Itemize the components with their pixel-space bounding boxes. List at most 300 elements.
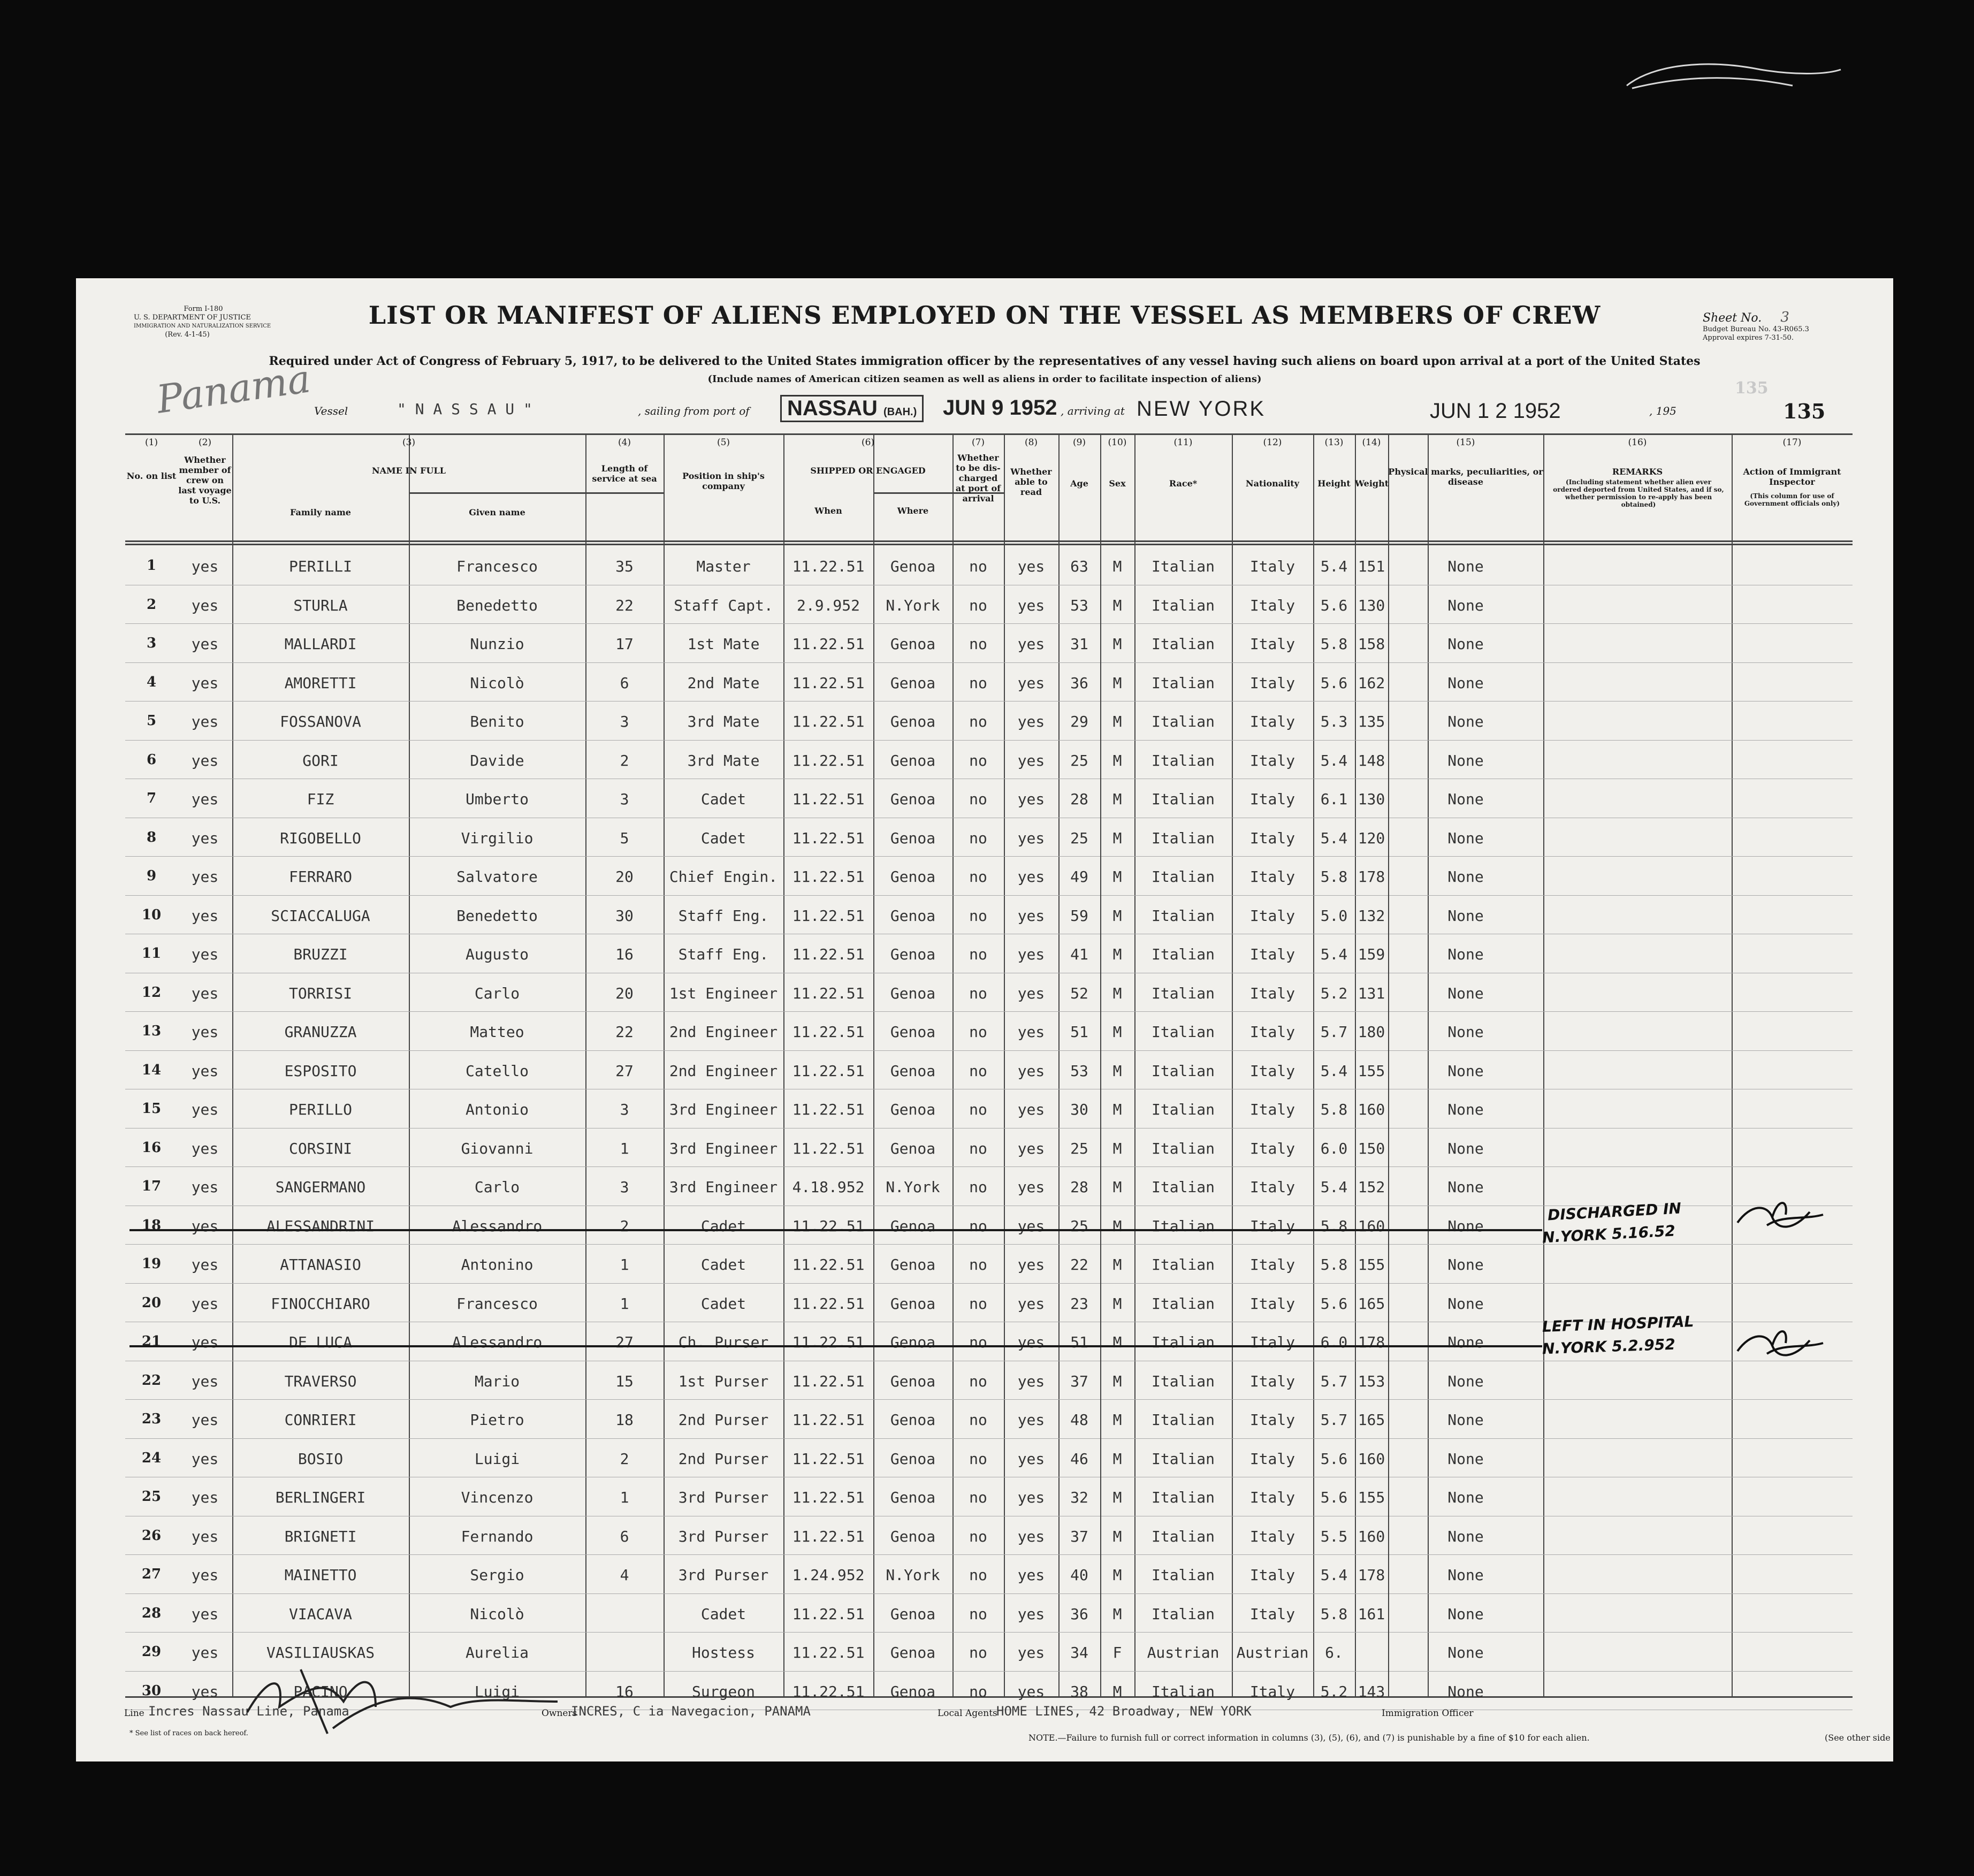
cell-height: 5.7 <box>1320 1372 1348 1390</box>
cell-marks: None <box>1447 1682 1484 1700</box>
cell-disch: no <box>969 790 987 808</box>
cell-length: 1 <box>620 1139 629 1157</box>
cell-nat: Italy <box>1249 984 1295 1002</box>
cell-read: yes <box>1017 906 1045 925</box>
cell-length: 16 <box>615 1682 634 1700</box>
cell-where: Genoa <box>890 558 936 575</box>
cell-family: ESPOSITO <box>284 1062 357 1080</box>
cell-crew: yes <box>191 1527 219 1545</box>
cell-age: 41 <box>1070 945 1088 963</box>
cell-when: 11.22.51 <box>792 751 865 769</box>
cell-length: 1 <box>620 1294 629 1313</box>
grid-line <box>1543 433 1544 1696</box>
cell-height: 5.4 <box>1320 1566 1348 1584</box>
header-position: Position in ship's company <box>682 471 765 491</box>
cell-sex: M <box>1112 1372 1122 1390</box>
header-discharged: Whether to be dis-charged at port of arrival <box>955 453 1001 504</box>
cell-marks: None <box>1447 790 1484 808</box>
cell-sex: M <box>1112 1217 1122 1235</box>
cell-height: 5.0 <box>1320 906 1348 925</box>
cell-height: 6. <box>1325 1644 1343 1661</box>
cell-disch: no <box>969 1372 987 1390</box>
sheet-info <box>1703 309 1863 342</box>
header-shipped-or-engaged: SHIPPED OR ENGAGED <box>810 466 926 476</box>
cell-position: 3rd Purser <box>678 1527 769 1545</box>
cell-given: Umberto <box>465 790 529 808</box>
cell-read: yes <box>1017 1411 1045 1429</box>
cell-weight: 162 <box>1358 674 1385 692</box>
column-number: (9) <box>1072 437 1086 448</box>
cell-weight: 155 <box>1358 1062 1385 1080</box>
cell-sex: M <box>1112 713 1122 730</box>
cell-crew: yes <box>191 1217 219 1235</box>
cell-read: yes <box>1017 1101 1045 1118</box>
cell-where: Genoa <box>890 635 936 653</box>
arrive-date-stamp: JUN 1 2 1952 <box>1430 399 1561 423</box>
strike-through-line <box>129 1229 1542 1231</box>
cell-length: 20 <box>615 868 634 886</box>
cell-crew: yes <box>191 1294 219 1313</box>
cell-where: Genoa <box>890 1644 936 1661</box>
cell-sex: M <box>1112 906 1122 925</box>
cell-nat: Italy <box>1249 674 1295 692</box>
cell-position: Cadet <box>700 1294 746 1313</box>
footer-line-value: Incres Nassau Line, Panama <box>148 1704 349 1719</box>
cell-race: Italian <box>1151 1682 1215 1700</box>
cell-disch: no <box>969 1489 987 1506</box>
cell-age: 36 <box>1070 1605 1088 1623</box>
cell-when: 11.22.51 <box>792 1682 865 1700</box>
cell-disch: no <box>969 1566 987 1584</box>
cell-weight: 178 <box>1358 1333 1385 1351</box>
cell-length: 27 <box>615 1333 634 1351</box>
cell-read: yes <box>1017 751 1045 769</box>
column-number: (12) <box>1263 437 1282 448</box>
column-number: (16) <box>1628 437 1647 448</box>
cell-race: Italian <box>1151 790 1215 808</box>
cell-height: 5.8 <box>1320 1256 1348 1273</box>
cell-sex: M <box>1112 1605 1122 1623</box>
cell-position: Staff Eng. <box>678 945 769 963</box>
cell-height: 5.6 <box>1320 1450 1348 1468</box>
cell-race: Italian <box>1151 1527 1215 1545</box>
cell-nat: Italy <box>1249 906 1295 925</box>
cell-no: 19 <box>141 1256 162 1272</box>
cell-weight: 148 <box>1358 751 1385 769</box>
cell-read: yes <box>1017 1178 1045 1196</box>
cell-crew: yes <box>191 713 219 730</box>
cell-nat: Italy <box>1249 751 1295 769</box>
officer-signature <box>237 1653 568 1744</box>
header-height: Height <box>1317 478 1351 489</box>
header-member-of-crew: Whether member of crew on last voyage to U.S. <box>178 455 232 506</box>
revision: (Rev. 4-1-45) <box>165 331 210 339</box>
cell-age: 40 <box>1070 1566 1088 1584</box>
service: IMMIGRATION AND NATURALIZATION SERVICE <box>134 323 271 329</box>
column-number: (14) <box>1362 437 1381 448</box>
cell-no: 3 <box>146 635 157 651</box>
cell-disch: no <box>969 713 987 730</box>
cell-position: Cadet <box>700 829 746 847</box>
cell-position: 2nd Mate <box>687 674 760 692</box>
cell-marks: None <box>1447 1294 1484 1313</box>
footer-owners-label: Owners <box>542 1708 577 1719</box>
cell-family: BRUZZI <box>293 945 348 963</box>
cell-read: yes <box>1017 868 1045 886</box>
cell-crew: yes <box>191 1605 219 1623</box>
cell-length: 4 <box>620 1566 629 1584</box>
cell-disch: no <box>969 674 987 692</box>
cell-age: 53 <box>1070 1062 1088 1080</box>
footer-owners-value: INCRES, C ia Navegacion, PANAMA <box>571 1704 811 1719</box>
cell-crew: yes <box>191 829 219 847</box>
cell-family: MALLARDI <box>284 635 357 653</box>
cell-race: Italian <box>1151 751 1215 769</box>
cell-where: Genoa <box>890 790 936 808</box>
cell-crew: yes <box>191 1101 219 1118</box>
cell-length: 22 <box>615 596 634 614</box>
cell-when: 11.22.51 <box>792 829 865 847</box>
column-number: (5) <box>717 437 730 448</box>
cell-when: 11.22.51 <box>792 1333 865 1351</box>
grid-line <box>125 1011 1853 1012</box>
cell-when: 11.22.51 <box>792 1372 865 1390</box>
cell-read: yes <box>1017 1217 1045 1235</box>
cell-when: 11.22.51 <box>792 635 865 653</box>
cell-disch: no <box>969 1411 987 1429</box>
remark-row-18-line1: DISCHARGED IN <box>1547 1199 1682 1224</box>
cell-no: 12 <box>141 984 162 1001</box>
page-number-faint: 135 <box>1735 379 1769 398</box>
cell-weight: 150 <box>1358 1139 1385 1157</box>
cell-length: 2 <box>620 1450 629 1468</box>
cell-length: 6 <box>620 674 629 692</box>
cell-read: yes <box>1017 1605 1045 1623</box>
cell-age: 25 <box>1070 1139 1088 1157</box>
cell-age: 23 <box>1070 1294 1088 1313</box>
cell-where: Genoa <box>890 868 936 886</box>
cell-age: 28 <box>1070 790 1088 808</box>
cell-when: 11.22.51 <box>792 1605 865 1623</box>
cell-sex: F <box>1112 1644 1122 1661</box>
cell-age: 25 <box>1070 751 1088 769</box>
cell-where: Genoa <box>890 1062 936 1080</box>
cell-family: FIZ <box>307 790 334 808</box>
cell-where: Genoa <box>890 713 936 730</box>
column-number: (17) <box>1782 437 1802 448</box>
cell-position: 2nd Engineer <box>669 1023 778 1041</box>
cell-height: 5.4 <box>1320 1178 1348 1196</box>
cell-family: MAINETTO <box>284 1566 357 1584</box>
cell-crew: yes <box>191 635 219 653</box>
cell-weight: 153 <box>1358 1372 1385 1390</box>
cell-weight: 160 <box>1358 1217 1385 1235</box>
cell-given: Nunzio <box>470 635 524 653</box>
cell-given: Carlo <box>474 984 520 1002</box>
cell-crew: yes <box>191 1256 219 1273</box>
cell-sex: M <box>1112 674 1122 692</box>
cell-sex: M <box>1112 1682 1122 1700</box>
cell-read: yes <box>1017 1450 1045 1468</box>
port-from-tag: (BAH.) <box>883 406 917 418</box>
footer-line-label: Line <box>124 1708 144 1719</box>
cell-where: Genoa <box>890 1527 936 1545</box>
cell-sex: M <box>1112 790 1122 808</box>
cell-height: 5.8 <box>1320 1605 1348 1623</box>
cell-weight: 155 <box>1358 1489 1385 1506</box>
cell-marks: None <box>1447 984 1484 1002</box>
cell-given: Benito <box>470 713 524 730</box>
cell-age: 51 <box>1070 1333 1088 1351</box>
remark-row-21-line1: LEFT IN HOSPITAL <box>1542 1313 1694 1336</box>
cell-nat: Italy <box>1249 868 1295 886</box>
cell-weight: 143 <box>1358 1682 1385 1700</box>
cell-family: VASILIAUSKAS <box>266 1644 375 1661</box>
cell-disch: no <box>969 906 987 925</box>
cell-marks: None <box>1447 1372 1484 1390</box>
cell-position: 3rd Mate <box>687 713 760 730</box>
cell-family: PACINO <box>293 1682 348 1700</box>
cell-height: 5.8 <box>1320 1101 1348 1118</box>
column-number: (7) <box>971 437 985 448</box>
cell-where: Genoa <box>890 1101 936 1118</box>
cell-when: 1.24.952 <box>792 1566 865 1584</box>
cell-family: FINOCCHIARO <box>271 1294 370 1313</box>
cell-length: 3 <box>620 713 629 730</box>
cell-height: 5.3 <box>1320 713 1348 730</box>
cell-sex: M <box>1112 945 1122 963</box>
cell-marks: None <box>1447 1644 1484 1661</box>
cell-marks: None <box>1447 1450 1484 1468</box>
cell-given: Matteo <box>470 1023 524 1041</box>
cell-crew: yes <box>191 1682 219 1700</box>
cell-given: Antonino <box>461 1256 533 1273</box>
cell-when: 11.22.51 <box>792 1527 865 1545</box>
cell-marks: None <box>1447 1178 1484 1196</box>
cell-weight: 158 <box>1358 635 1385 653</box>
cell-when: 11.22.51 <box>792 713 865 730</box>
cell-sex: M <box>1112 1527 1122 1545</box>
port-to: NEW YORK <box>1137 397 1266 421</box>
header-age: Age <box>1070 478 1088 489</box>
cell-position: 1st Engineer <box>669 984 778 1002</box>
cell-position: 3rd Engineer <box>669 1101 778 1118</box>
cell-length: 17 <box>615 635 634 653</box>
cell-no: 18 <box>141 1217 162 1233</box>
cell-read: yes <box>1017 984 1045 1002</box>
cell-height: 5.4 <box>1320 558 1348 575</box>
cell-where: Genoa <box>890 1023 936 1041</box>
cell-nat: Italy <box>1249 1411 1295 1429</box>
cell-given: Giovanni <box>461 1139 533 1157</box>
cell-given: Benedetto <box>456 596 538 614</box>
cell-disch: no <box>969 1682 987 1700</box>
cell-length: 20 <box>615 984 634 1002</box>
cell-nat: Italy <box>1249 1489 1295 1506</box>
cell-disch: no <box>969 1139 987 1157</box>
cell-race: Italian <box>1151 1566 1215 1584</box>
grid-line <box>125 1593 1853 1594</box>
cell-marks: None <box>1447 1139 1484 1157</box>
cell-age: 25 <box>1070 829 1088 847</box>
grid-line <box>125 1050 1853 1051</box>
cell-sex: M <box>1112 596 1122 614</box>
cell-nat: Italy <box>1249 1527 1295 1545</box>
cell-when: 11.22.51 <box>792 1294 865 1313</box>
column-number: (2) <box>198 437 212 448</box>
cell-weight: 131 <box>1358 984 1385 1002</box>
cell-position: Master <box>696 558 751 575</box>
cell-length: 22 <box>615 1023 634 1041</box>
cell-crew: yes <box>191 906 219 925</box>
cell-disch: no <box>969 868 987 886</box>
cell-given: Mario <box>474 1372 520 1390</box>
cell-marks: None <box>1447 596 1484 614</box>
cell-where: Genoa <box>890 1682 936 1700</box>
cell-disch: no <box>969 558 987 575</box>
cell-sex: M <box>1112 1062 1122 1080</box>
cell-where: Genoa <box>890 1411 936 1429</box>
column-number: (6) <box>861 437 875 448</box>
footer-see-other: (See other side <box>1825 1733 1891 1743</box>
cell-when: 11.22.51 <box>792 868 865 886</box>
cell-height: 6.0 <box>1320 1139 1348 1157</box>
cell-race: Italian <box>1151 906 1215 925</box>
cell-read: yes <box>1017 1644 1045 1661</box>
cell-position: Cadet <box>700 1605 746 1623</box>
budget-bureau: Budget Bureau No. 43-R065.3 <box>1703 325 1809 333</box>
cell-given: Augusto <box>465 945 529 963</box>
cell-height: 5.4 <box>1320 1062 1348 1080</box>
cell-when: 11.22.51 <box>792 1062 865 1080</box>
cell-height: 5.6 <box>1320 596 1348 614</box>
cell-read: yes <box>1017 596 1045 614</box>
grid-line <box>125 1283 1853 1284</box>
cell-sex: M <box>1112 1139 1122 1157</box>
cell-sex: M <box>1112 558 1122 575</box>
grid-line <box>125 1244 1853 1245</box>
header-sex: Sex <box>1109 478 1126 489</box>
cell-where: Genoa <box>890 1333 936 1351</box>
cell-no: 17 <box>141 1178 162 1194</box>
cell-crew: yes <box>191 1062 219 1080</box>
cell-height: 5.8 <box>1320 635 1348 653</box>
cell-nat: Italy <box>1249 1682 1295 1700</box>
cell-disch: no <box>969 1256 987 1273</box>
cell-age: 37 <box>1070 1527 1088 1545</box>
cell-marks: None <box>1447 1023 1484 1041</box>
cell-family: PERILLO <box>288 1101 352 1118</box>
cell-where: N.York <box>886 596 940 614</box>
cell-marks: None <box>1447 1256 1484 1273</box>
cell-no: 28 <box>141 1605 162 1621</box>
cell-length: 18 <box>615 1411 634 1429</box>
cell-family: STURLA <box>293 596 348 614</box>
cell-family: CORSINI <box>288 1139 352 1157</box>
cell-position: Staff Capt. <box>674 596 773 614</box>
cell-length: 30 <box>615 906 634 925</box>
cell-where: Genoa <box>890 751 936 769</box>
cell-family: TRAVERSO <box>284 1372 357 1390</box>
cell-given: Nicolò <box>470 674 524 692</box>
cell-read: yes <box>1017 1682 1045 1700</box>
cell-disch: no <box>969 1605 987 1623</box>
inspector-initials-row-18 <box>1735 1193 1826 1236</box>
cell-no: 5 <box>146 713 157 729</box>
cell-nat: Italy <box>1249 945 1295 963</box>
cell-race: Italian <box>1151 1294 1215 1313</box>
cell-nat: Italy <box>1249 1217 1295 1235</box>
cell-no: 14 <box>141 1062 162 1078</box>
cell-where: Genoa <box>890 1294 936 1313</box>
cell-given: Pietro <box>470 1411 524 1429</box>
header-no-on-list: No. on list <box>126 471 177 481</box>
cell-weight: 180 <box>1358 1023 1385 1041</box>
grid-line <box>125 662 1853 663</box>
cell-read: yes <box>1017 829 1045 847</box>
manifest-title: LIST OR MANIFEST OF ALIENS EMPLOYED ON THE VESSEL AS MEMBERS OF CREW <box>368 301 1601 330</box>
cell-sex: M <box>1112 635 1122 653</box>
header-able-to-read: Whether able to read <box>1010 467 1052 497</box>
grid-line <box>1732 433 1733 1696</box>
cell-sex: M <box>1112 1411 1122 1429</box>
cell-race: Italian <box>1151 1256 1215 1273</box>
cell-where: Genoa <box>890 984 936 1002</box>
cell-no: 23 <box>141 1411 162 1427</box>
cell-given: Salvatore <box>456 868 538 886</box>
cell-when: 11.22.51 <box>792 1411 865 1429</box>
cell-when: 4.18.952 <box>792 1178 865 1196</box>
cell-given: Vincenzo <box>461 1489 533 1506</box>
cell-weight: 155 <box>1358 1256 1385 1273</box>
cell-no: 27 <box>141 1566 162 1582</box>
cell-nat: Italy <box>1249 1605 1295 1623</box>
cell-marks: None <box>1447 906 1484 925</box>
cell-no: 1 <box>146 558 157 574</box>
header-remarks: REMARKS <box>1612 467 1663 477</box>
cell-disch: no <box>969 1101 987 1118</box>
cell-position: Cadet <box>700 1217 746 1235</box>
manifest-sheet <box>76 278 1893 1761</box>
cell-weight: 165 <box>1358 1294 1385 1313</box>
cell-nat: Italy <box>1249 1566 1295 1584</box>
column-number: (15) <box>1456 437 1475 448</box>
cell-disch: no <box>969 1450 987 1468</box>
cell-nat: Italy <box>1249 635 1295 653</box>
sheet-no-value: 3 <box>1780 309 1789 325</box>
cell-crew: yes <box>191 790 219 808</box>
cell-sex: M <box>1112 1023 1122 1041</box>
cell-weight: 135 <box>1358 713 1385 730</box>
cell-given: Fernando <box>461 1527 533 1545</box>
cell-nat: Italy <box>1249 1333 1295 1351</box>
cell-length: 35 <box>615 558 634 575</box>
sail-date-stamp: JUN 9 1952 <box>943 396 1057 420</box>
cell-no: 11 <box>141 945 162 962</box>
cell-nat: Austrian <box>1236 1644 1309 1661</box>
cell-race: Italian <box>1151 713 1215 730</box>
cell-age: 22 <box>1070 1256 1088 1273</box>
cell-age: 34 <box>1070 1644 1088 1661</box>
cell-weight: 160 <box>1358 1450 1385 1468</box>
cell-race: Italian <box>1151 1489 1215 1506</box>
cell-given: Aurelia <box>465 1644 529 1661</box>
cell-crew: yes <box>191 1333 219 1351</box>
header-given-name: Given name <box>469 507 525 517</box>
cell-crew: yes <box>191 1644 219 1661</box>
footer-agents-value: HOME LINES, 42 Broadway, NEW YORK <box>996 1704 1252 1719</box>
cell-weight: 160 <box>1358 1527 1385 1545</box>
